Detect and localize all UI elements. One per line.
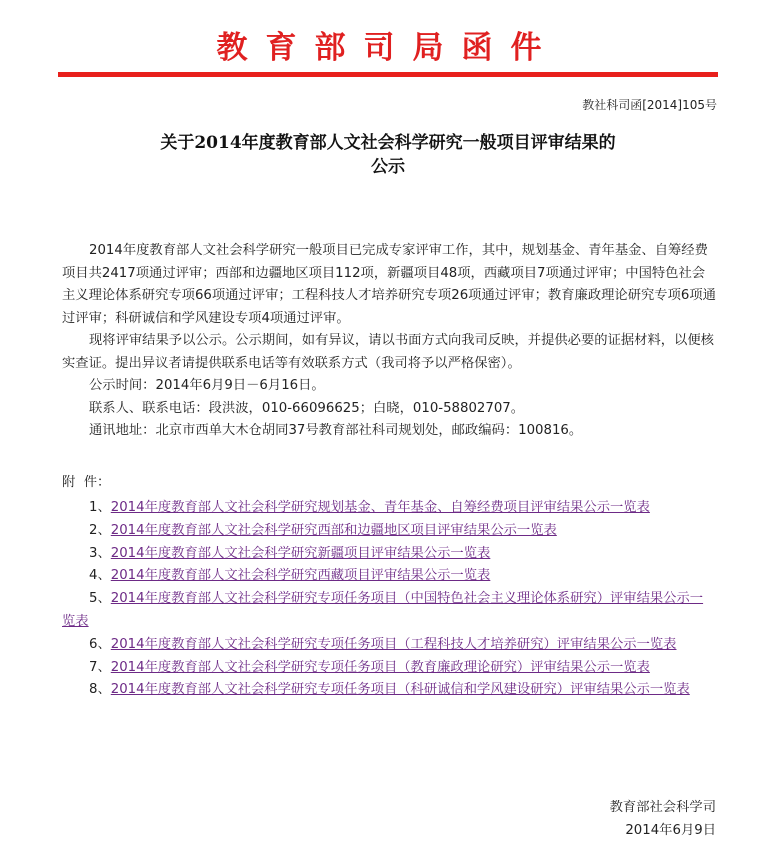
attachment-item	[62, 565, 716, 588]
letterhead-banner: 教育部司局函件	[216, 30, 560, 66]
title-line-2: 公示	[371, 157, 405, 177]
contact-info: 联系人、联系电话：段洪波，010-66096625；白晓，010-58802707。	[89, 400, 525, 416]
body-paragraph-results: 2014年度教育部人文社会科学研究一般项目已完成专家评审工作，其中，规划基金、青年基金、自筹经费项目共2417项通过评审；西部和边疆地区项目112项，新疆项目48项，西藏项目7项通过评审；中国特色社会主义理论体系研究专项66项通过评审；工程科技人才培养研究专项26项通过评审；教育廉政理论研究专项6项通过评审；科研诚信和学风建设专项4项通过评审。	[62, 243, 716, 326]
document-title	[58, 131, 718, 179]
attachment-link[interactable]: 2014年度教育部人文社会科学研究规划基金、青年基金、自筹经费项目评审结果公示一览表	[110, 500, 650, 515]
document-body	[62, 240, 716, 443]
attachment-item	[62, 520, 716, 543]
attachment-link[interactable]: 2014年度教育部人文社会科学研究新疆项目评审结果公示一览表	[110, 545, 491, 561]
attachment-link[interactable]: 2014年度教育部人文社会科学研究专项任务项目（教育廉政理论研究）评审结果公示一览表	[110, 659, 650, 675]
attachment-link[interactable]: 2014年度教育部人文社会科学研究专项任务项目（科研诚信和学风建设研究）评审结果公示一览表	[110, 682, 690, 698]
body-paragraph-notice: 现将评审结果予以公示。公示期间，如有异议，请以书面方式向我司反映，并提供必要的证据材料，以便核实查证。提出异议者请提供联系电话等有效联系方式（我司将予以严格保密）。	[62, 333, 714, 371]
attachment-item	[62, 588, 716, 634]
attachment-number: 4、	[89, 568, 111, 584]
attachment-number: 8、	[89, 682, 111, 698]
attachment-number: 7、	[89, 659, 111, 675]
attachment-link[interactable]: 2014年度教育部人文社会科学研究西藏项目评审结果公示一览表	[110, 568, 491, 584]
attachment-link[interactable]: 2014年度教育部人文社会科学研究专项任务项目（中国特色社会主义理论体系研究）评审结果公示一览表	[62, 591, 704, 629]
title-line-1: 关于2014年度教育部人文社会科学研究一般项目评审结果的	[160, 133, 616, 153]
attachments-list	[62, 497, 716, 702]
attachment-link[interactable]: 2014年度教育部人文社会科学研究西部和边疆地区项目评审结果公示一览表	[110, 522, 557, 538]
attachment-item	[62, 634, 716, 657]
mailing-address: 通讯地址：北京市西单大木仓胡同37号教育部社科司规划处，邮政编码：100816。	[89, 423, 583, 438]
attachment-item	[62, 497, 716, 520]
attachment-item	[62, 543, 716, 566]
issuing-department: 教育部社会科学司	[609, 800, 716, 815]
attachment-number: 2、	[89, 522, 111, 538]
attachment-item	[62, 679, 716, 702]
signature-block	[610, 796, 716, 842]
attachment-item	[62, 657, 716, 680]
document-number: 教社科司函[2014]105号	[582, 98, 717, 112]
attachment-link[interactable]: 2014年度教育部人文社会科学研究专项任务项目（工程科技人才培养研究）评审结果公示一览表	[110, 636, 677, 652]
attachment-number: 3、	[89, 545, 111, 561]
letterhead-red-rule	[58, 72, 718, 77]
attachment-number: 1、	[89, 500, 111, 515]
issue-date: 2014年6月9日	[625, 823, 716, 838]
attachment-number: 5、	[89, 591, 111, 607]
publicity-period: 公示时间：2014年6月9日－6月16日。	[89, 378, 325, 393]
attachment-number: 6、	[89, 636, 111, 652]
attachments-heading: 附 件：	[62, 475, 111, 490]
